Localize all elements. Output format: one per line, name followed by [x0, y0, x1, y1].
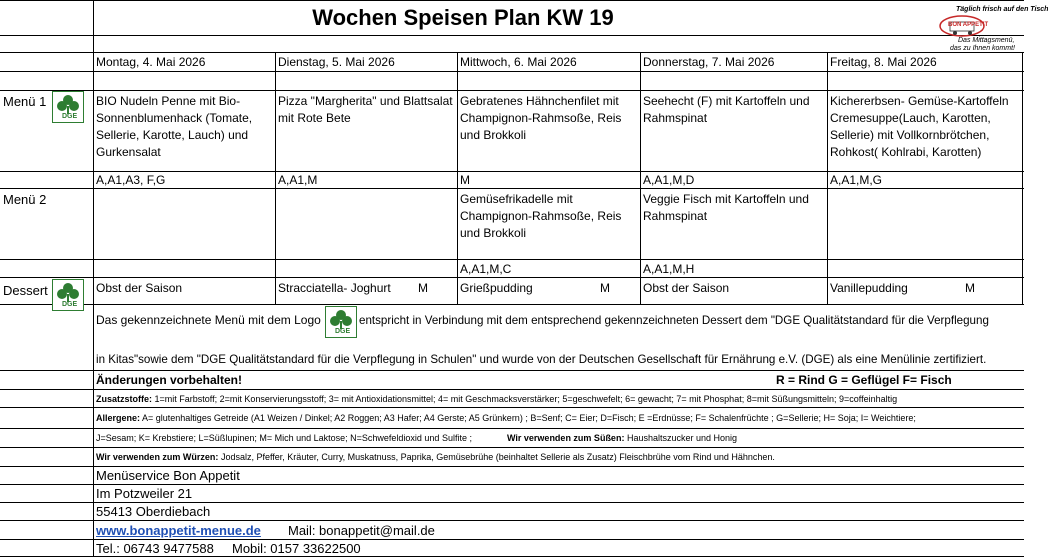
- logo-brand: BON APPETIT: [948, 22, 989, 28]
- menu1-allergens-monday: A,A1,A3, F,G: [96, 173, 166, 187]
- allergens-label: Allergene:: [96, 413, 141, 423]
- menu1-allergens-friday: A,A1,M,G: [830, 173, 883, 187]
- allergens-info: [96, 412, 916, 424]
- dge-logo-dessert: [52, 279, 84, 311]
- menu1-allergens-thursday: A,A1,M,D: [643, 173, 695, 187]
- dessert-wednesday: Grießpudding: [460, 281, 533, 295]
- dessert-code-friday: M: [965, 281, 975, 295]
- dge-note-line1-b: entspricht in Verbindung mit dem entsprechend gekennzeichneten Dessert dem "DGE Qualitätstandard für die Verpflegung: [359, 314, 989, 327]
- menu2-allergens-wednesday: A,A1,M,C: [460, 262, 512, 276]
- day-header-friday: Freitag, 8. Mai 2026: [830, 55, 937, 69]
- additives-text: 1=mit Farbstoff; 2=mit Konservierungsstoff; 3= mit Antioxidationsmittel; 4= mit Geschmacksverstärker; 5=geschwefelt; 6= gewacht; 7= mit Phosphat; 8=mit Süßungsmitteln; 9=coffeinhaltig: [152, 394, 898, 404]
- mail-address[interactable]: Mail: bonappetit@mail.de: [288, 523, 435, 538]
- dessert-monday: Obst der Saison: [96, 281, 183, 295]
- logo-slogan-1: Das Mittagsmenü,: [958, 37, 1015, 44]
- dessert-tuesday: Stracciatella- Joghurt: [278, 281, 391, 295]
- company-name: Menüservice Bon Appetit: [96, 468, 240, 483]
- menu1-allergens-wednesday: M: [460, 173, 470, 187]
- menu1-dish-tuesday: Pizza "Margherita" und Blattsalat mit Rote Bete: [278, 94, 453, 125]
- dge-logo-label: DGE: [335, 328, 351, 335]
- menu1-dish-friday: Kichererbsen- Gemüse-Kartoffeln Cremesuppe(Lauch, Karotten, Sellerie) mit Vollkornbrötchen, Rohkost( Kohlrabi, Karotten): [830, 94, 1009, 159]
- allergens-info-line2: J=Sesam; K= Krebstiere; L=Süßlupinen; M= Mich und Laktose; N=Schwefeldioxid und Sulfite ;: [96, 433, 472, 443]
- seasoning-text: Jodsalz, Pfeffer, Kräuter, Curry, Muskatnuss, Paprika, Gemüsebrühe (beinhaltet Sellerie als Zusatz) Fleischbrühe vom Rind und Hähnchen.: [218, 452, 775, 462]
- seasoning-info: [96, 451, 775, 463]
- menu1-dish-monday: BIO Nudeln Penne mit Bio-Sonnenblumenhack (Tomate, Sellerie, Karotte, Lauch) und Gurkensalat: [96, 94, 253, 159]
- sweeteners-label: Wir verwenden zum Süßen:: [507, 433, 625, 443]
- dessert-code-wednesday: M: [600, 281, 610, 295]
- menu1-allergens-tuesday: A,A1,M: [278, 173, 318, 187]
- dge-logo-menu1: [52, 91, 84, 123]
- sweeteners-text: Haushaltszucker und Honig: [624, 433, 737, 443]
- menu2-dish-wednesday: Gemüsefrikadelle mit Champignon-Rahmsoße, Reis und Brokkoli: [460, 192, 622, 240]
- logo-top-text: Täglich frisch auf den Tisch: [956, 6, 1048, 13]
- sweeteners-info: [507, 432, 737, 444]
- changes-notice: Änderungen vorbehalten!: [96, 373, 243, 387]
- allergens-text: A= glutenhaltiges Getreide (A1 Weizen / Dinkel; A2 Roggen; A3 Hafer; A4 Gerste; A5 Grünkern) ; B=Senf; C= Eier; D=Fisch; E =Erdnüsse; F= Schalenfrüchte ; G=Sellerie; H= Soja; I= Weichtiere;: [140, 413, 916, 423]
- phone-number: Tel.: 06743 9477588: [96, 541, 214, 556]
- menu2-dish-thursday: Veggie Fisch mit Kartoffeln und Rahmspinat: [643, 192, 809, 223]
- day-header-thursday: Donnerstag, 7. Mai 2026: [643, 55, 775, 69]
- company-city: 55413 Oberdiebach: [96, 504, 211, 519]
- website-link[interactable]: www.bonappetit-menue.de: [96, 523, 261, 538]
- additives-info: [96, 393, 897, 405]
- menu2-allergens-thursday: A,A1,M,H: [643, 262, 695, 276]
- seasoning-label: Wir verwenden zum Würzen:: [96, 452, 219, 462]
- dge-note-line2: in Kitas"sowie dem "DGE Qualitätstandard für die Verpflegung in Schulen" und wurde von der Deutschen Gesellschaft für Ernährung e.V. (DGE) als eine Menülinie zertifiziert.: [96, 353, 987, 366]
- dessert-label: Dessert: [3, 283, 48, 298]
- dge-logo-label: DGE: [62, 113, 78, 120]
- meat-legend: R = Rind G = Geflügel F= Fisch: [776, 373, 952, 387]
- menu2-label: Menü 2: [3, 192, 47, 207]
- menu1-dish-wednesday: Gebratenes Hähnchenfilet mit Champignon-Rahmsoße, Reis und Brokkoli: [460, 94, 622, 142]
- day-header-wednesday: Mittwoch, 6. Mai 2026: [460, 55, 577, 69]
- dge-logo-note: [325, 306, 357, 338]
- mobile-number: Mobil: 0157 33622500: [232, 541, 361, 556]
- day-header-monday: Montag, 4. Mai 2026: [96, 55, 206, 69]
- bon-appetit-logo: [920, 6, 1048, 54]
- dge-note-line1-a: Das gekennzeichnete Menü mit dem Logo: [96, 313, 321, 327]
- page-title: Wochen Speisen Plan KW 19: [312, 5, 614, 30]
- day-header-tuesday: Dienstag, 5. Mai 2026: [278, 55, 395, 69]
- additives-label: Zusatzstoffe:: [96, 394, 152, 404]
- dge-logo-label: DGE: [62, 301, 78, 308]
- dessert-friday: Vanillepudding: [830, 281, 908, 295]
- menu1-label: Menü 1: [3, 94, 47, 109]
- dessert-thursday: Obst der Saison: [643, 281, 730, 295]
- dessert-code-tuesday: M: [418, 281, 428, 295]
- logo-slogan-2: das zu Ihnen kommt!: [950, 45, 1015, 52]
- menu1-dish-thursday: Seehecht (F) mit Kartoffeln und Rahmspinat: [643, 94, 810, 125]
- company-street: Im Potzweiler 21: [96, 486, 193, 501]
